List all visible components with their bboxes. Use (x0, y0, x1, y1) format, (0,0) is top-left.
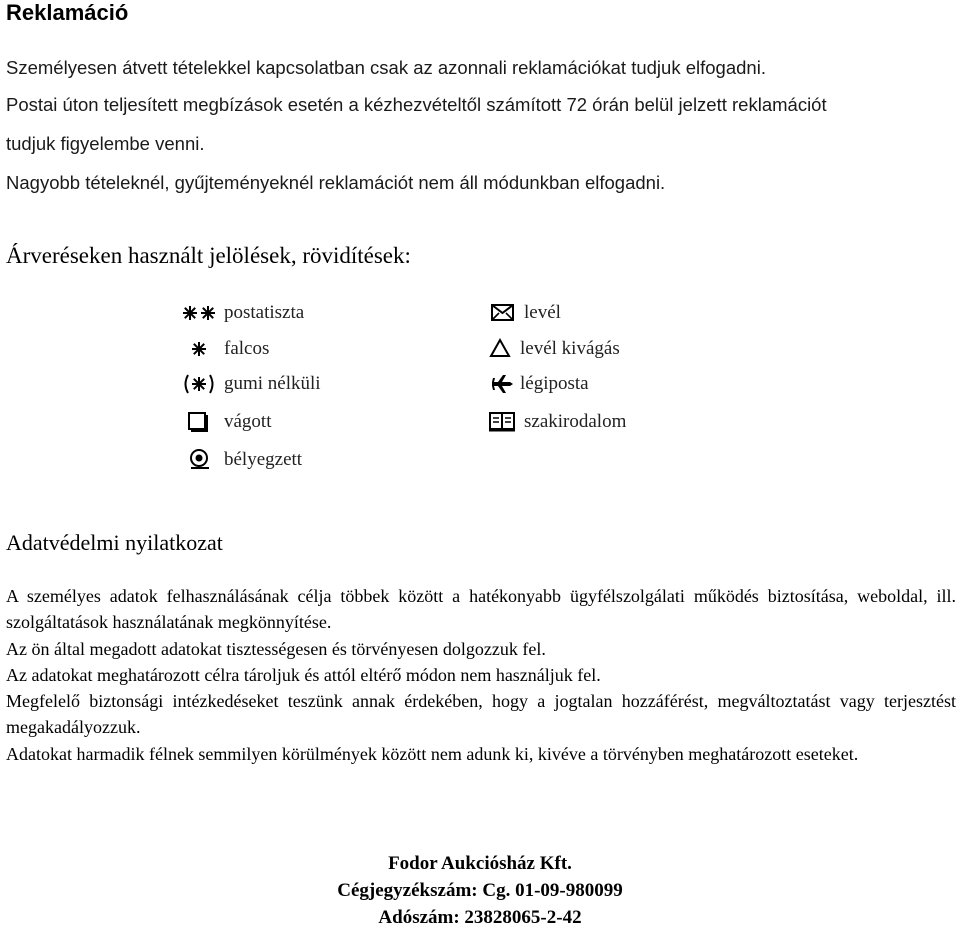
reklamacio-line-1: Személyesen átvett tételekkel kapcsolatban csak az azonnali reklamációkat tudjuk elfogadni. (6, 57, 766, 78)
triangle-icon (484, 337, 518, 361)
reklamacio-line-4: Nagyobb tételeknél, gyűjteményeknél reklamációt nem áll módunkban elfogadni. (6, 172, 666, 193)
double-asterisk-icon (182, 301, 216, 325)
airplane-icon (484, 372, 518, 396)
parenthesized-asterisk-icon (182, 372, 216, 396)
privacy-paragraph-2: Az ön által megadott adatokat tisztességesen és törvényesen dolgozzuk fel. (6, 638, 546, 659)
reklamacio-line-2: Postai úton teljesített megbízások esetén a kézhezvételtől számított 72 órán belül jelzett reklamációt (6, 94, 827, 115)
legend-label-falcos: falcos (224, 338, 270, 359)
privacy-paragraph-1: A személyes adatok felhasználásának célja többek között a hatékonyabb ügyfélszolgálati működés biztosítása, weboldal, ill. szolgáltatások használatának megkönnyítése. (6, 586, 956, 633)
envelope-icon (484, 301, 518, 325)
shadowed-square-icon (182, 410, 216, 434)
legend-label-level-kivagas: levél kivágás (520, 338, 620, 359)
company-registry-number: Cégjegyzékszám: Cg. 01-09-980099 (337, 880, 623, 901)
company-name: Fodor Aukciósház Kft. (388, 853, 572, 874)
open-book-icon (484, 410, 518, 434)
privacy-paragraph-3: Az adatokat meghatározott célra tároljuk és attól eltérő módon nem használjuk fel. (6, 664, 601, 685)
privacy-title: Adatvédelmi nyilatkozat (6, 530, 223, 555)
company-footer (0, 850, 960, 931)
privacy-body (6, 583, 956, 767)
circled-dot-icon (182, 448, 216, 472)
privacy-paragraph-5: Adatokat harmadik félnek semmilyen körülmények között nem adunk ki, kivéve a törvényben meghatározott eseteket. (6, 743, 859, 764)
legend-label-postatiszta: postatiszta (224, 302, 305, 323)
asterisk-icon (182, 337, 216, 361)
legend-label-vagott: vágott (224, 411, 272, 432)
legend-label-legiposta: légiposta (520, 373, 589, 394)
legend-title: Árveréseken használt jelölések, rövidítések: (6, 243, 411, 268)
legend-label-level: levél (524, 302, 561, 323)
legend-label-belyegzett: bélyegzett (224, 449, 303, 470)
privacy-paragraph-4: Megfelelő biztonsági intézkedéseket teszünk annak érdekében, hogy a jogtalan hozzáférést, megváltoztatást vagy terjesztést megakadályozzuk. (6, 691, 956, 738)
company-tax-number: Adószám: 23828065-2-42 (378, 907, 582, 928)
reklamacio-title: Reklamáció (6, 0, 129, 25)
legend-label-gumi-nelkuli: gumi nélküli (224, 373, 321, 394)
reklamacio-line-3: tudjuk figyelembe venni. (6, 133, 205, 154)
legend-label-szakirodalom: szakirodalom (524, 411, 627, 432)
